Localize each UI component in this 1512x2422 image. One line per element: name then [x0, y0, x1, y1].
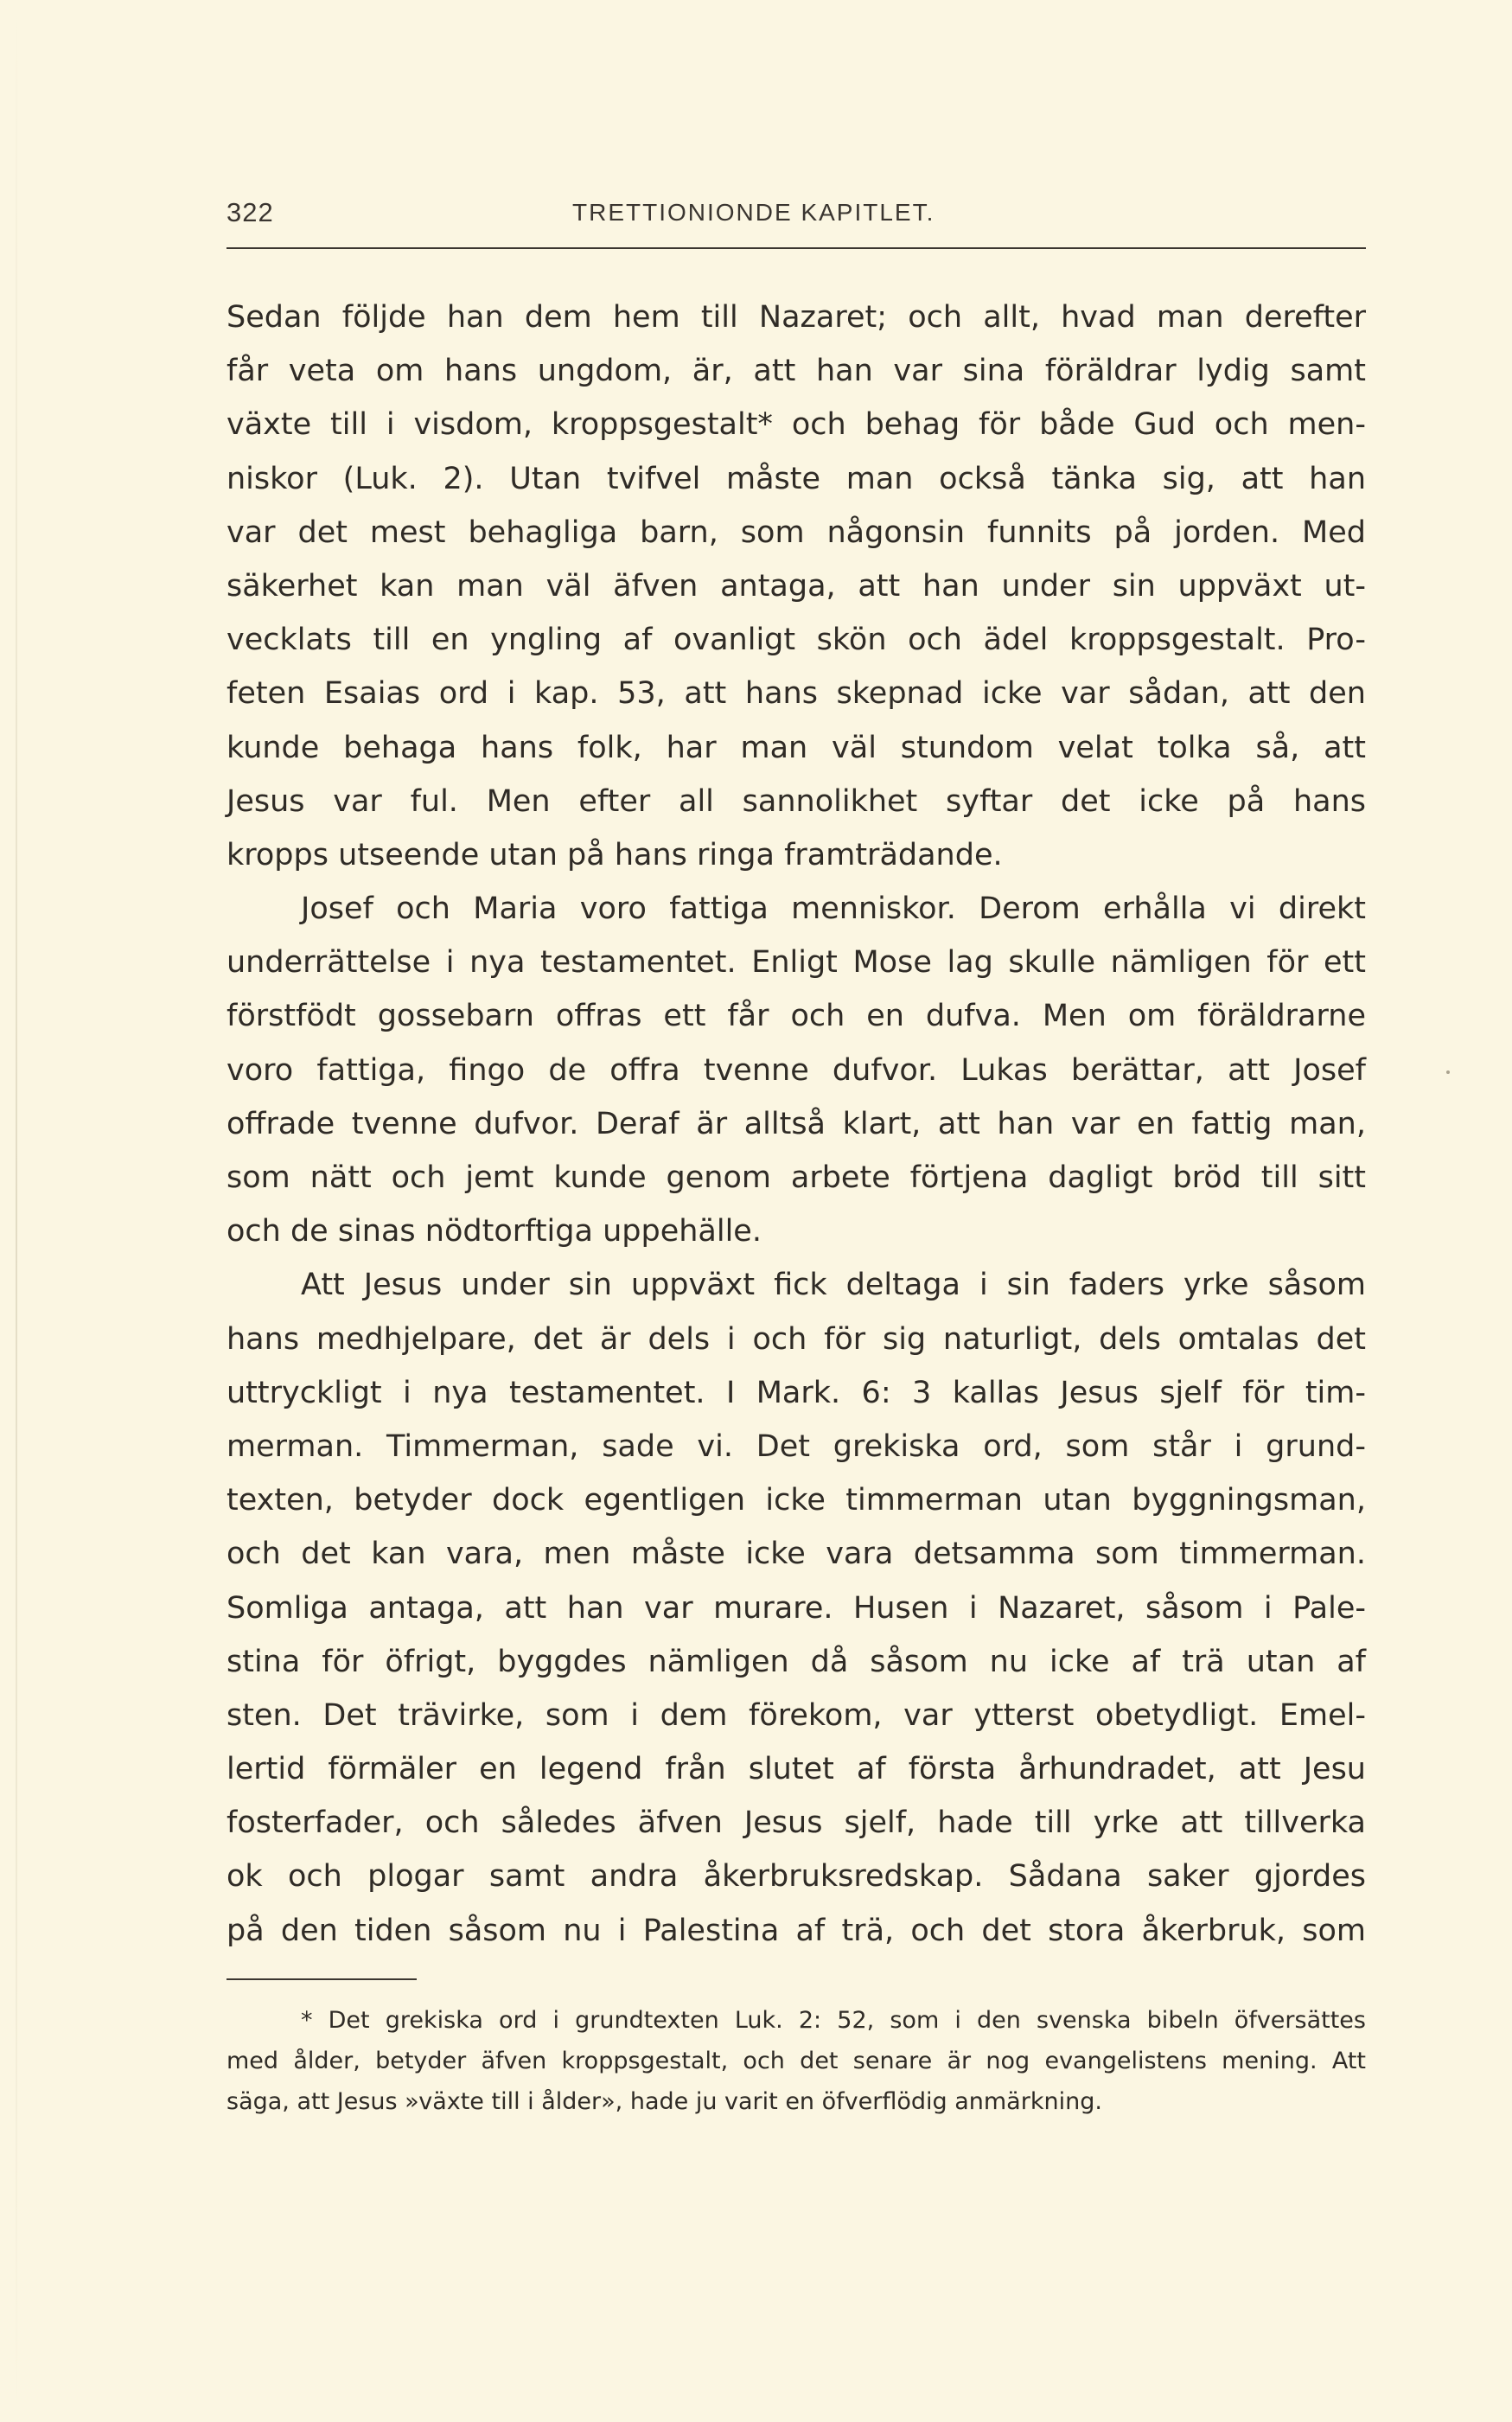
text-line: Somliga antaga, att han var murare. Husen i Nazaret, såsom i Pale-: [226, 1590, 1366, 1626]
text-line: vecklats till en yngling af ovanligt skön och ädel kroppsgestalt. Pro-: [226, 623, 1366, 658]
footnote-line: med ålder, betyder äfven kroppsgestalt, och det senare är nog evangelistens mening. Att: [226, 2048, 1366, 2074]
text-line: får veta om hans ungdom, är, att han var sina föräldrar lydig samt: [226, 354, 1366, 389]
text-line: som nätt och jemt kunde genom arbete förtjena dagligt bröd till sitt: [226, 1160, 1366, 1195]
text-line: förstfödt gossebarn offras ett får och en dufva. Men om föräldrarne: [226, 999, 1366, 1034]
text-line: och de sinas nödtorftiga uppehälle.: [226, 1214, 762, 1249]
text-line: på den tiden såsom nu i Palestina af trä, och det stora åkerbruk, som: [226, 1913, 1366, 1948]
text-line: feten Esaias ord i kap. 53, att hans skepnad icke var sådan, att den: [226, 676, 1366, 712]
text-line: fosterfader, och således äfven Jesus sjelf, hade till yrke att tillverka: [226, 1805, 1366, 1841]
header-rule: [226, 247, 1366, 249]
text-line: och det kan vara, men måste icke vara detsamma som timmerman.: [226, 1537, 1366, 1572]
text-line: hans medhjelpare, det är dels i och för sig naturligt, dels omtalas det: [226, 1321, 1366, 1357]
text-line: voro fattiga, fingo de offra tvenne dufvor. Lukas berättar, att Josef: [226, 1052, 1366, 1088]
text-line: stina för öfrigt, byggdes nämligen då såsom nu icke af trä utan af: [226, 1644, 1366, 1679]
text-line: uttryckligt i nya testamentet. I Mark. 6: 3 kallas Jesus sjelf för tim-: [226, 1375, 1366, 1410]
text-line: niskor (Luk. 2). Utan tvifvel måste man också tänka sig, att han: [226, 461, 1366, 496]
text-line: texten, betyder dock egentligen icke timmerman utan byggningsman,: [226, 1483, 1366, 1518]
page-number: 322: [226, 197, 274, 227]
footnote-line: säga, att Jesus »växte till i ålder», hade ju varit en öfverflödig anmärkning.: [226, 2088, 1102, 2115]
text-line: växte till i visdom, kroppsgestalt* och behag för både Gud och men-: [226, 407, 1366, 443]
text-line: underrättelse i nya testamentet. Enligt Mose lag skulle nämligen för ett: [226, 945, 1366, 981]
text-line: Sedan följde han dem hem till Nazaret; och allt, hvad man derefter: [226, 300, 1366, 335]
text-line: Josef och Maria voro fattiga menniskor. Derom erhålla vi direkt: [301, 891, 1366, 927]
paper-speck: [1446, 1070, 1450, 1074]
footnote-line: * Det grekiska ord i grundtexten Luk. 2: 52, som i den svenska bibeln öfversättes: [301, 2007, 1366, 2034]
text-line: var det mest behagliga barn, som någonsin funnits på jorden. Med: [226, 514, 1366, 550]
chapter-title: TRETTIONIONDE KAPITLET.: [572, 199, 935, 226]
text-line: säkerhet kan man väl äfven antaga, att han under sin uppväxt ut-: [226, 568, 1366, 604]
text-line: ok och plogar samt andra åkerbruksredskap. Sådana saker gjordes: [226, 1859, 1366, 1895]
body-text: [226, 291, 1366, 1958]
text-line: sten. Det trävirke, som i dem förekom, var ytterst obetydligt. Emel-: [226, 1697, 1366, 1733]
text-line: Jesus var ful. Men efter all sannolikhet syftar det icke på hans: [226, 783, 1366, 819]
running-head: [226, 197, 1366, 235]
text-line: lertid förmäler en legend från slutet af första århundradet, att Jesu: [226, 1752, 1366, 1787]
page-edge-shadow: [16, 0, 17, 2422]
footnote-rule: [226, 1978, 417, 1980]
text-line: kunde behaga hans folk, har man väl stundom velat tolka så, att: [226, 730, 1366, 765]
text-line: Att Jesus under sin uppväxt fick deltaga i sin faders yrke såsom: [301, 1268, 1366, 1303]
text-line: merman. Timmerman, sade vi. Det grekiska ord, som står i grund-: [226, 1428, 1366, 1464]
footnote: [226, 2000, 1366, 2122]
text-line: offrade tvenne dufvor. Deraf är alltså klart, att han var en fattig man,: [226, 1106, 1366, 1141]
text-line: kropps utseende utan på hans ringa framträdande.: [226, 837, 1003, 872]
